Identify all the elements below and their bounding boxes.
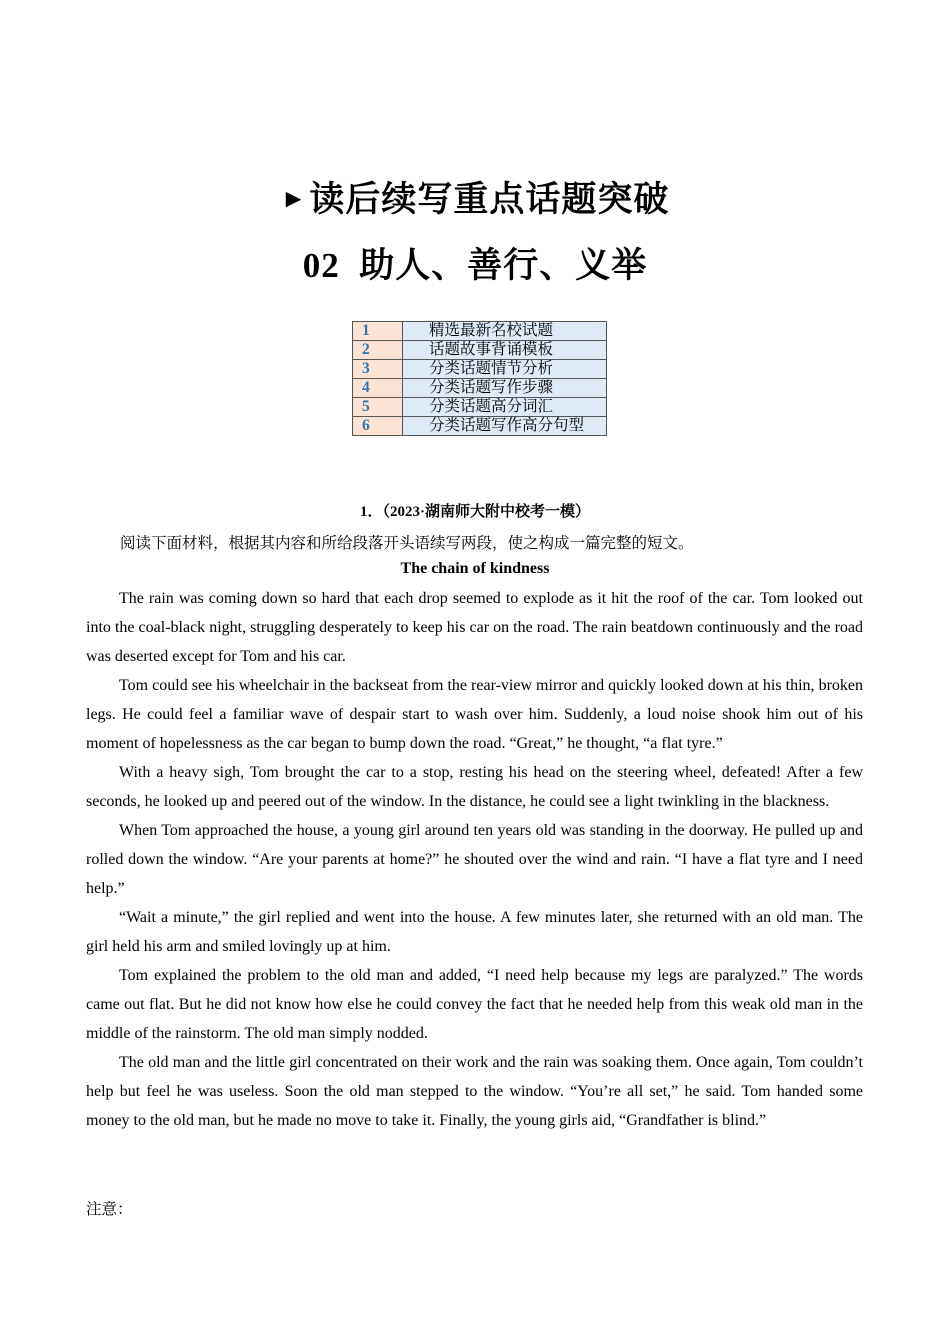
story-paragraph: With a heavy sigh, Tom brought the car to a stop, resting his head on the steering wheel, defeated! After a few seconds, he looked up and peered out of the window. In the distance, he could see a light twinkling in the blackness. xyxy=(86,764,863,810)
question-instruction: 阅读下面材料，根据其内容和所给段落开头语续写两段，使之构成一篇完整的短文。 xyxy=(120,535,694,552)
contents-label: 分类话题高分词汇 xyxy=(403,398,607,417)
contents-label: 话题故事背诵模板 xyxy=(403,341,607,360)
story-title: The chain of kindness xyxy=(400,560,550,577)
contents-label: 精选最新名校试题 xyxy=(403,322,607,341)
story-paragraph: “Wait a minute,” the girl replied and went into the house. A few minutes later, she returned with an old man. The girl held his arm and smiled lovingly up at him. xyxy=(86,909,863,955)
contents-row xyxy=(353,379,607,398)
contents-number: 5 xyxy=(353,398,403,417)
contents-number: 6 xyxy=(353,417,403,436)
contents-label: 分类话题写作步骤 xyxy=(403,379,607,398)
contents-row xyxy=(353,417,607,436)
note-label: 注意： xyxy=(86,1201,133,1218)
contents-number: 3 xyxy=(353,360,403,379)
contents-label: 分类话题情节分析 xyxy=(403,360,607,379)
page-subtitle: 02 助人、善行、义举 xyxy=(302,246,648,285)
contents-row xyxy=(353,341,607,360)
contents-label: 分类话题写作高分句型 xyxy=(403,417,607,436)
story-paragraph: Tom explained the problem to the old man and added, “I need help because my legs are paralyzed.” The words came out flat. But he did not know how else he could convey the fact that he needed help from this weak old man in the middle of the rainstorm. The old man simply nodded. xyxy=(86,967,863,1042)
triangle-marker-icon: ► xyxy=(280,184,308,213)
page-title xyxy=(0,172,950,222)
contents-number: 2 xyxy=(353,341,403,360)
contents-row xyxy=(353,360,607,379)
story-paragraph: Tom could see his wheelchair in the backseat from the rear-view mirror and quickly looked down at his thin, broken legs. He could feel a familiar wave of despair start to wash over him. Suddenly, a loud noise shook him out of his moment of hopelessness as the car began to bump down the road. “Great,” he thought, “a flat tyre.” xyxy=(86,677,863,752)
contents-number: 1 xyxy=(353,322,403,341)
contents-table xyxy=(352,321,607,436)
contents-number: 4 xyxy=(353,379,403,398)
contents-row xyxy=(353,398,607,417)
story-body xyxy=(86,584,863,1135)
story-paragraph: When Tom approached the house, a young girl around ten years old was standing in the doorway. He pulled up and rolled down the window. “Are your parents at home?” he shouted over the wind and rain. “I have a flat tyre and I need help.” xyxy=(86,822,863,897)
contents-row xyxy=(353,322,607,341)
question-heading: 1．（2023·湖南师大附中校考一模） xyxy=(359,504,590,520)
story-paragraph: The old man and the little girl concentrated on their work and the rain was soaking them. Once again, Tom couldn’t help but feel he was useless. Soon the old man stepped to the window. “You’re all set,” he said. Tom handed some money to the old man, but he made no move to take it. Finally, the young girls aid, “Grandfather is blind.” xyxy=(86,1054,863,1129)
page-title-text: 读后续写重点话题突破 xyxy=(309,180,670,219)
story-paragraph: The rain was coming down so hard that each drop seemed to explode as it hit the roof of the car. Tom looked out into the coal-black night, struggling desperately to keep his car on the road. The rain beatdown continuously and the road was deserted except for Tom and his car. xyxy=(86,590,863,665)
